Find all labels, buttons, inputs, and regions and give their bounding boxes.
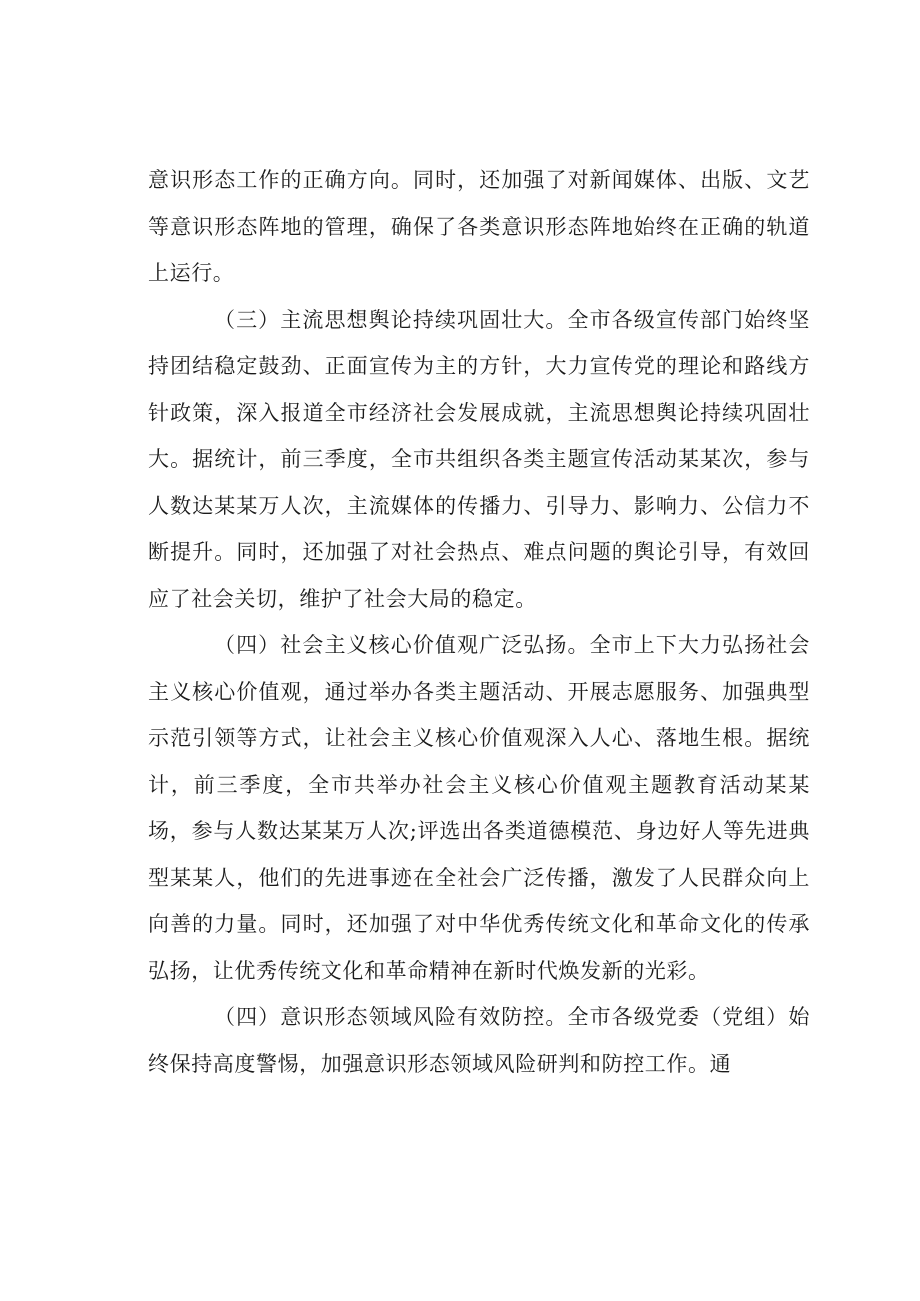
paragraph-section-3: （三）主流思想舆论持续巩固壮大。全市各级宣传部门始终坚持团结稳定鼓劲、正面宣传为主的方针，大力宣传党的理论和路线方针政策，深入报道全市经济社会发展成就，主流思想舆论持续巩固壮大。据统计，前三季度，全市共组织各类主题宣传活动某某次，参与人数达某某万人次，主流媒体的传播力、引导力、影响力、公信力不断提升。同时，还加强了对社会热点、难点问题的舆论引导，有效回应了社会关切，维护了社会大局的稳定。 bbox=[148, 307, 810, 611]
paragraph-section-4-risk-control: （四）意识形态领域风险有效防控。全市各级党委（党组）始终保持高度警惕，加强意识形态领域风险研判和防控工作。通 bbox=[148, 1005, 810, 1076]
paragraph-continuation: 意识形态工作的正确方向。同时，还加强了对新闻媒体、出版、文艺等意识形态阵地的管理，确保了各类意识形态阵地始终在正确的轨道上运行。 bbox=[148, 168, 810, 285]
document-body bbox=[148, 157, 810, 1087]
paragraph-section-4-core-values: （四）社会主义核心价值观广泛弘扬。全市上下大力弘扬社会主义核心价值观，通过举办各类主题活动、开展志愿服务、加强典型示范引领等方式，让社会主义核心价值观深入人心、落地生根。据统计，前三季度，全市共举办社会主义核心价值观主题教育活动某某场，参与人数达某某万人次;评选出各类道德模范、身边好人等先进典型某某人，他们的先进事迹在全社会广泛传播，激发了人民群众向上向善的力量。同时，还加强了对中华优秀传统文化和革命文化的传承弘扬，让优秀传统文化和革命精神在新时代焕发新的光彩。 bbox=[148, 633, 810, 983]
